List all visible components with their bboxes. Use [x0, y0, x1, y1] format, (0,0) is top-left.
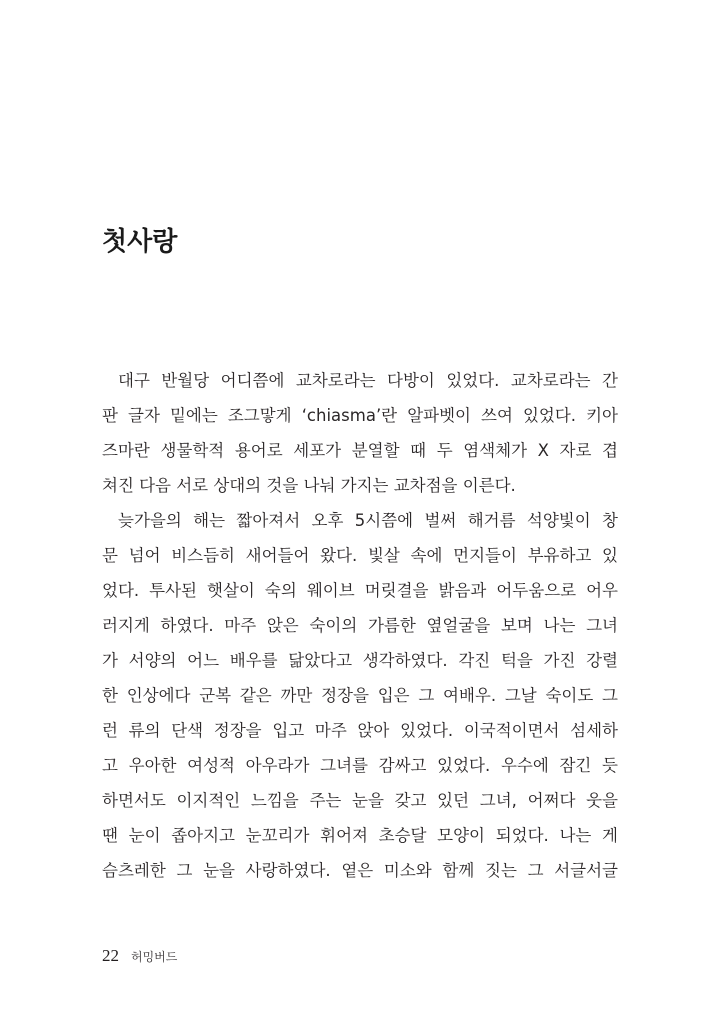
page-number: 22 [102, 946, 119, 965]
page-footer [102, 946, 177, 966]
paragraph-2-line-3: 었다. 투사된 햇살이 숙의 웨이브 머릿결을 밝음과 어두움으로 어우 [102, 581, 618, 600]
paragraph-2-line-11: 슴츠레한 그 눈을 사랑하였다. 옅은 미소와 함께 짓는 그 서글서글 [102, 861, 618, 880]
paragraph-1-line-4: 쳐진 다음 서로 상대의 것을 나눠 가지는 교차점을 이른다. [102, 476, 516, 495]
body-text [102, 363, 618, 888]
paragraph-1-line-1: 대구 반월당 어디쯤에 교차로라는 다방이 있었다. 교차로라는 간 [118, 371, 618, 390]
paragraph-2-line-1: 늦가을의 해는 짧아져서 오후 5시쯤에 벌써 해거름 석양빛이 창 [118, 511, 618, 530]
paragraph-1-line-3: 즈마란 생물학적 용어로 세포가 분열할 때 두 염색체가 X 자로 겹 [102, 441, 618, 460]
running-book-title: 허밍버드 [131, 950, 178, 964]
paragraph-2-line-7: 런 류의 단색 정장을 입고 마주 앉아 있었다. 이국적이면서 섬세하 [102, 721, 618, 740]
paragraph-2-line-4: 러지게 하였다. 마주 앉은 숙이의 가름한 옆얼굴을 보며 나는 그녀 [102, 616, 618, 635]
paragraph-2-line-9: 하면서도 이지적인 느낌을 주는 눈을 갖고 있던 그녀, 어쩌다 웃을 [102, 791, 618, 810]
paragraph-2-line-8: 고 우아한 여성적 아우라가 그녀를 감싸고 있었다. 우수에 잠긴 듯 [102, 756, 618, 775]
paragraph-2-line-2: 문 넘어 비스듬히 새어들어 왔다. 빛살 속에 먼지들이 부유하고 있 [102, 546, 618, 565]
paragraph-2-line-10: 땐 눈이 좁아지고 눈꼬리가 휘어져 초승달 모양이 되었다. 나는 게 [102, 826, 618, 845]
paragraph-2-line-5: 가 서양의 어느 배우를 닮았다고 생각하였다. 각진 턱을 가진 강렬 [102, 651, 618, 670]
paragraph-2-line-6: 한 인상에다 군복 같은 까만 정장을 입은 그 여배우. 그날 숙이도 그 [102, 686, 618, 705]
chapter-title: 첫사랑 [102, 227, 178, 257]
paragraph-1-line-2: 판 글자 밑에는 조그맣게 ‘chiasma’란 알파벳이 쓰여 있었다. 키아 [102, 406, 618, 425]
